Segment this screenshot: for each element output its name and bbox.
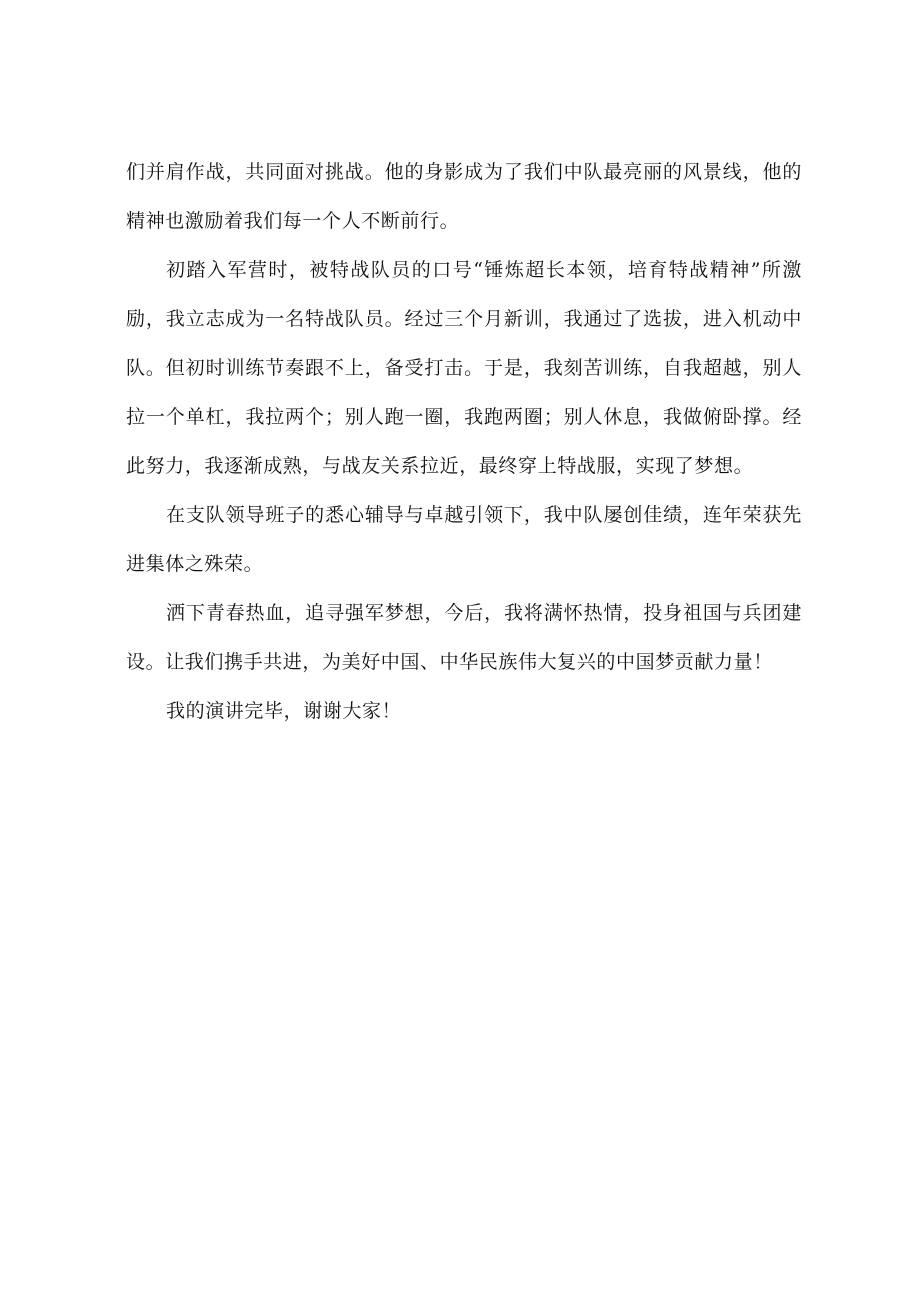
paragraph-continuation: 们并肩作战，共同面对挑战。他的身影成为了我们中队最亮丽的风景线，他的精神也激励着我们每一个人不断前行。 [126,161,802,232]
paragraph-achievements: 在支队领导班子的悉心辅导与卓越引领下，我中队屡创佳绩，连年荣获先进集体之殊荣。 [126,504,802,575]
paragraph-future-pledge: 洒下青春热血，追寻强军梦想，今后，我将满怀热情，投身祖国与兵团建设。让我们携手共进，为美好中国、中华民族伟大复兴的中国梦贡献力量！ [126,602,802,673]
paragraph-training-story: 初踏入军营时，被特战队员的口号“锤炼超长本领，培育特战精神”所激励，我立志成为一名特战队员。经过三个月新训，我通过了选拔，进入机动中队。但初时训练节奏跟不上，备受打击。于是，我刻苦训练，自我超越，别人拉一个单杠，我拉两个；别人跑一圈，我跑两圈；别人休息，我做俯卧撑。经此努力，我逐渐成熟，与战友关系拉近，最终穿上特战服，实现了梦想。 [126,259,802,477]
paragraph-closing: 我的演讲完毕，谢谢大家！ [166,700,402,722]
document-body [126,148,802,736]
